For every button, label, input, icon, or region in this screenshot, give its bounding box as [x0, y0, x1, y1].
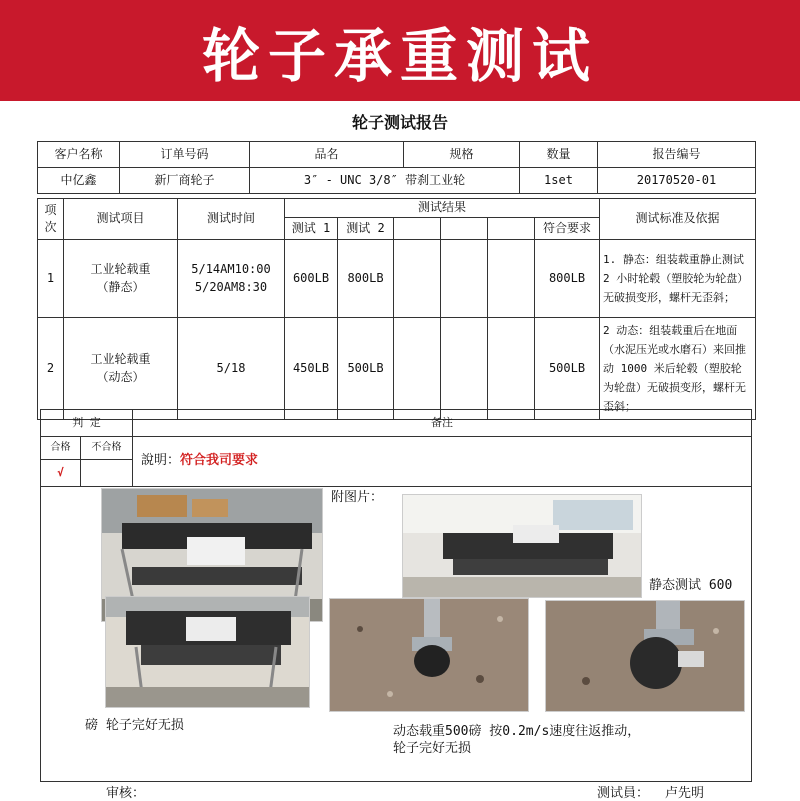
- value-order-no: 新厂商轮子: [120, 168, 250, 194]
- row-standard: 2 动态：组装载重后在地面（水泥压光或水磨石）来回推动 1000 米后轮毂（塑胶轮为轮盘）无破损变形，螺杆无歪斜；: [600, 318, 756, 420]
- header-standard: 测试标准及依据: [600, 199, 756, 240]
- row-item: 工业轮载重 （静态）: [64, 240, 178, 318]
- row-test2: 500LB: [338, 318, 394, 420]
- remarks-header: 备注: [133, 410, 752, 437]
- row-time: 5/18: [178, 318, 285, 420]
- header-report-no: 报告编号: [598, 142, 756, 168]
- header-requirement: 符合要求: [535, 218, 600, 240]
- pass-label: 合格: [41, 437, 81, 460]
- row-test2: 800LB: [338, 240, 394, 318]
- left-caption: 磅 轮子完好无损: [85, 718, 184, 733]
- test-results-table: [37, 198, 756, 420]
- header-quantity: 数量: [520, 142, 598, 168]
- table-row: [38, 240, 756, 318]
- row-blank: [394, 240, 441, 318]
- remarks-note: [133, 437, 752, 487]
- table-row: [38, 318, 756, 420]
- row-blank: [394, 318, 441, 420]
- row-test1: 600LB: [285, 240, 338, 318]
- row-test1: 450LB: [285, 318, 338, 420]
- header-test-time: 测试时间: [178, 199, 285, 240]
- row-blank: [441, 240, 488, 318]
- tester-name: 卢先明: [665, 786, 705, 801]
- row-item: 工业轮载重 （动态）: [64, 318, 178, 420]
- header-blank-col: [488, 218, 535, 240]
- judgement-table: [40, 409, 752, 487]
- static-caption: 静态测试 600: [649, 578, 733, 593]
- row-blank: [441, 318, 488, 420]
- note-value: 符合我司要求: [180, 453, 259, 469]
- tester-label: 测试員：: [597, 786, 650, 801]
- row-requirement: 800LB: [535, 240, 600, 318]
- header-blank-col: [441, 218, 488, 240]
- photo-section: [40, 486, 752, 782]
- row-requirement: 500LB: [535, 318, 600, 420]
- customer-info-table: [37, 141, 756, 194]
- row-standard: 1. 静态：组装载重静止测试 2 小时轮毂（塑胶轮为轮盘）无破损变形，螺杆无歪斜；: [600, 240, 756, 318]
- header-test2: 测试 2: [338, 218, 394, 240]
- row-blank: [488, 318, 535, 420]
- row-time: 5/14AM10:00 5/20AM8:30: [178, 240, 285, 318]
- header-item-no: 项次: [38, 199, 64, 240]
- header-product: 品名: [250, 142, 404, 168]
- static-load-photo-3: [403, 495, 642, 598]
- caster-photo-2: [546, 601, 745, 712]
- caster-photo-1: [330, 599, 529, 712]
- row-blank: [488, 240, 535, 318]
- photo-static-load-3: [402, 494, 642, 598]
- photo-static-load-2: [105, 596, 310, 708]
- reviewer-label: 审核：: [106, 786, 146, 801]
- row-no: 2: [38, 318, 64, 420]
- attach-label: 附图片：: [331, 490, 384, 505]
- photo-caster-2: [545, 600, 745, 712]
- value-quantity: 1set: [520, 168, 598, 194]
- fail-label: 不合格: [81, 437, 133, 460]
- value-report-no: 20170520-01: [598, 168, 756, 194]
- header-order-no: 订单号码: [120, 142, 250, 168]
- pass-checkmark: √: [41, 460, 81, 487]
- fail-checkbox: [81, 460, 133, 487]
- title-banner: [0, 0, 800, 101]
- note-label: 說明：: [141, 453, 181, 469]
- judgement-header: 判 定: [41, 410, 133, 437]
- header-test1: 测试 1: [285, 218, 338, 240]
- dynamic-caption: 动态载重500磅 按0.2m/s速度往返推动，轮子完好无损: [393, 724, 641, 756]
- report-title: 轮子测试报告: [351, 113, 448, 132]
- value-product-spec: 3″ - UNC 3/8″ 带刹工业轮: [250, 168, 520, 194]
- banner-title: 轮子承重测试: [201, 21, 598, 90]
- header-results: 测试结果: [285, 199, 600, 218]
- static-load-photo-2: [106, 597, 310, 708]
- header-customer: 客户名称: [38, 142, 120, 168]
- row-no: 1: [38, 240, 64, 318]
- header-blank-col: [394, 218, 441, 240]
- header-spec: 规格: [404, 142, 520, 168]
- header-test-item: 测试项目: [64, 199, 178, 240]
- photo-caster-1: [329, 598, 529, 712]
- value-customer: 中亿鑫: [38, 168, 120, 194]
